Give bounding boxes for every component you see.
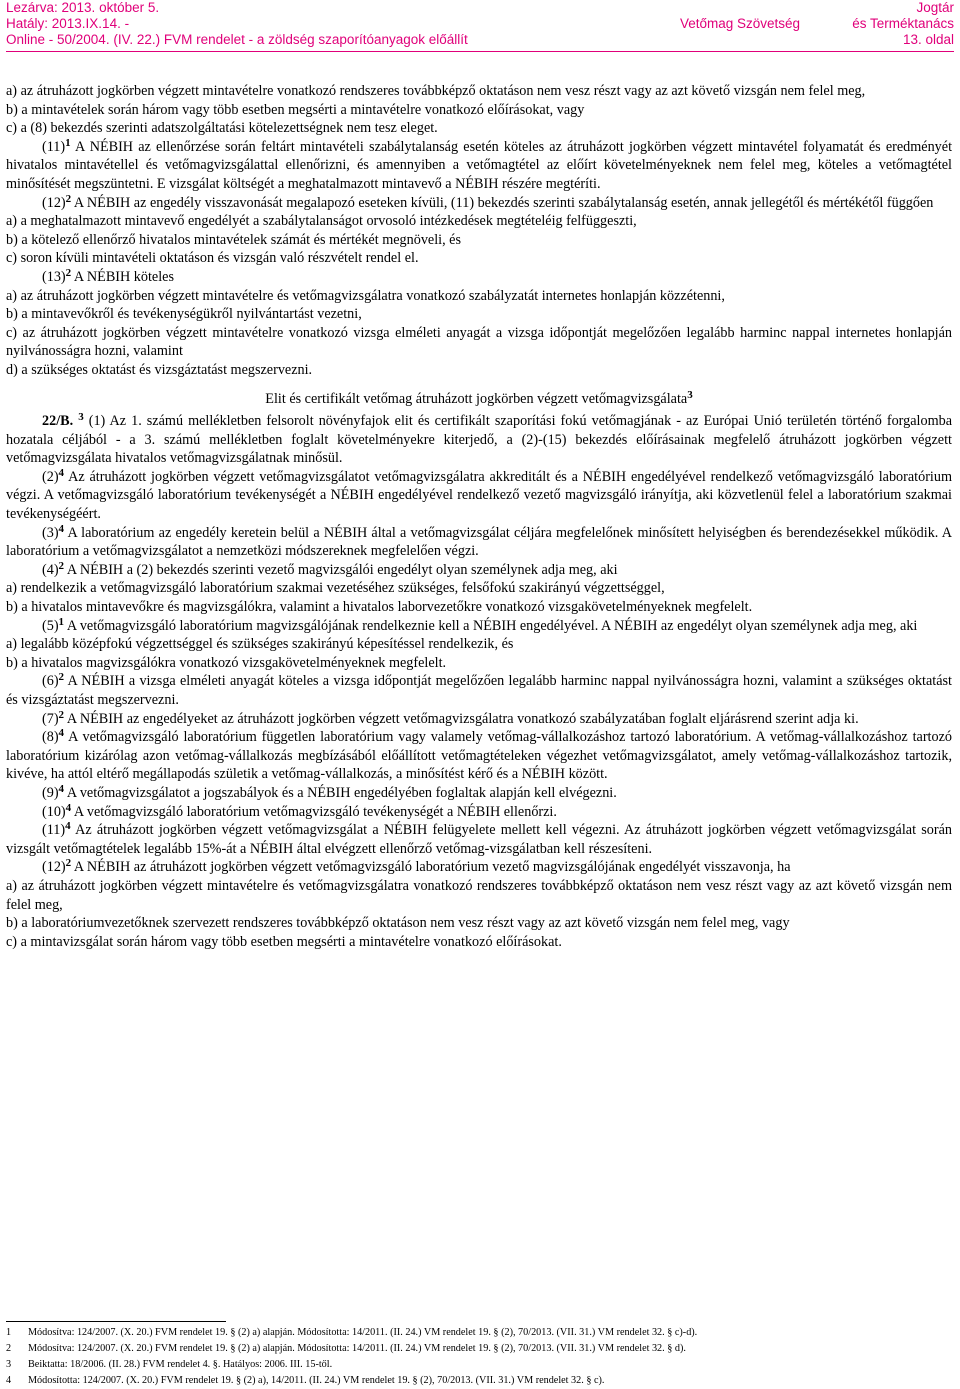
closing-date: Lezárva: 2013. október 5. — [6, 0, 160, 15]
footnote-ref: 2 — [65, 192, 72, 205]
section-title: Elit és certifikált vetőmag átruházott jogkörben végzett vetőmagvizsgálata$^3$ — [265, 388, 693, 407]
footnote: 1 Módosítva: 124/2007. (X. 20.) FVM rendelet 19. § (2) a) alapján. Módosította: 14/2011. (II. 24.) VM rendelet 19. § (2), 70/2013. (VII. 31.) VM rendelet 32. § c)-d). — [6, 1327, 698, 1338]
page-number: 13. oldal — [902, 32, 954, 47]
footnote-ref: 2 — [65, 266, 72, 279]
paragraph: a) legalább középfokú végzettséggel és szükséges szakirányú képesítéssel rendelkezik, és — [6, 636, 514, 653]
paragraph: a) rendelkezik a vetőmagvizsgáló laboratórium szakmai vezetéséhez szükséges, felsőfokú szakirányú végzettséggel, — [6, 580, 665, 597]
paragraph: b) a kötelező ellenőrző hivatalos mintavételek számát és mértékét megnöveli, és — [6, 231, 462, 248]
section-22b-para-8: $(8)^4$ A vetőmagvizsgáló laboratórium független laboratórium vagy valamely vetőmag-vállalkozáshoz tartozó laboratórium. A vetőmag-vállalkozáshoz tartozó laboratórium kizárólag azon vetőmag-vállalkozás megbízásából előállított vetőmagtételeken végezhet vetőmagvizsgálatot, amely vetőmag-vállalkozáshoz tartozik, kivéve, ha attól eltérő megállapodás születik a vetőmag-vállalkozás, a minősítést kérő és a NÉBIH között. — [6, 727, 952, 783]
paragraph: a) az átruházott jogkörben végzett mintavételre vonatkozó rendszeres továbbképző oktatáson nem vesz részt vagy az azt követő vizsgán nem felel meg, — [6, 83, 866, 99]
termektanacs-label: és Terméktanács — [852, 16, 954, 31]
paragraph: c) az átruházott jogkörben végzett mintavételre vonatkozó vizsga elméleti anyagát a vizsga időpontját megelőzően legalább harminc nappal internetes honlapján nyilvánosságra hozni, valamint — [6, 324, 952, 360]
paragraph: a) a meghatalmazott mintavevő engedélyét a szabálytalanságot orvosoló intézkedések megtételéig felfüggeszti, — [6, 213, 637, 230]
paragraph: a) az átruházott jogkörben végzett mintavételre és vetőmagvizsgálatra vonatkozó szabályzatát internetes honlapján közzétenni, — [6, 287, 725, 304]
section-22b-para-9: $(9)^4$ A vetőmagvizsgálatot a jogszabályok és a NÉBIH engedélyében foglaltak alapján kell elvégezni. — [42, 782, 617, 801]
paragraph: c) a (8) bekezdés szerinti adatszolgáltatási kötelezettségnek nem tesz eleget. — [6, 120, 438, 137]
footnote: 4 Módosította: 124/2007. (X. 20.) FVM rendelet 19. § (2) a), 14/2011. (II. 24.) VM rendelet 19. § (2), 70/2013. (VII. 31.) VM rendelet 32. § c). — [6, 1375, 605, 1386]
document-body — [6, 82, 952, 951]
section-22b-para-3: $(3)^4$ A laboratórium az engedély keretein belül a NÉBIH által a vetőmagvizsgálat céljára megfelelőnek minősített helyiségben és berendezésekkel működik. A laboratórium a vetőmagvizsgálatot a nemzetközi módszereknek megfelelően végzi. — [6, 522, 953, 560]
paragraph: b) a mintavételek során három vagy több esetben megsérti a mintavételre vonatkozó előírásokat, vagy — [6, 101, 585, 118]
header-center — [6, 16, 954, 32]
paragraph-11: $(11)^1$ A NÉBIH az ellenőrzése során feltárt mintavételi szabálytalanság esetén köteles az átruházott jogkörben végzett mintavétel folyamatát és eredményét hivatalos mintavétellel és vetőmagvizsgálattal ellenőrizni, és amennyiben a vetőmagtétel az előírt követelményeknek nem felel meg, köteles a vetőmagtétel minősítését megszüntetni. E vizsgálat költségét a meghatalmazott mintavevő a NÉBIH részére megtéríti. — [6, 136, 953, 192]
section-22b-para-6: $(6)^2$ A NÉBIH a vizsga elméleti anyagát köteles a vizsga időpontját megelőzően legalább harminc nappal nyilvánosságra hozni, valamint a szükséges oktatást és vizsgáztatást megszervezni. — [6, 671, 953, 708]
section-22b-para-4: $(4)^2$ A NÉBIH a (2) bekezdés szerinti vezető magvizsgálói engedélyt olyan személynek adja meg, aki — [42, 559, 618, 578]
paragraph: b) a mintavevőkről és tevékenységükről nyilvántartást vezetni, — [6, 306, 362, 323]
section-22b-para-5: $(5)^1$ A vetőmagvizsgáló laboratórium magvizsgálójának rendelkeznie kell a NÉBIH engedélyével. A NÉBIH az engedélyt olyan személynek adja meg, aki — [42, 615, 918, 634]
paragraph: b) a laboratóriumvezetőknek szervezett rendszeres továbbképző oktatáson nem vesz részt vagy az azt követő vizsgán nem felel meg, vagy — [6, 915, 790, 932]
footnote-ref: 3 — [78, 411, 84, 424]
paragraph: b) a hivatalos magvizsgálókra vonatkozó vizsgakövetelményeknek megfelelt. — [6, 654, 447, 671]
page-header — [6, 0, 954, 52]
paragraph-13: $(13)^2$ A NÉBIH köteles — [42, 266, 174, 285]
paragraph: b) a hivatalos mintavevőkre és magvizsgálókra, valamint a hivatalos laborvezetőkre vonatkozó vizsgakövetelményeknek megfelelt. — [6, 599, 753, 616]
paragraph-12: $(12)^2$ A NÉBIH az engedély visszavonását megalapozó eseteken kívüli, (11) bekezdés szerinti szabálytalanság esetén, annak jellegétől és mértékétől függően — [42, 192, 934, 211]
paragraph: d) a szükséges oktatást és vizsgáztatást megszervezni. — [6, 361, 313, 378]
effective-date: Hatály: 2013.IX.14. - — [6, 16, 130, 31]
section-22b-para-12: $(12)^2$ A NÉBIH az átruházott jogkörben végzett vetőmagvizsgáló laboratórium vezető magvizsgálójának engedélyét visszavonja, ha — [42, 857, 791, 876]
paragraph: a) az átruházott jogkörben végzett mintavételre és vetőmagvizsgálatra vonatkozó rendszeres továbbképző oktatáson nem vesz részt vagy az azt követő vizsgán nem felel meg, — [6, 877, 952, 913]
footnote-ref: 1 — [65, 136, 71, 149]
publisher-name: Vetőmag Szövetség — [679, 16, 801, 31]
section-22b-para-10: $(10)^4$ A vetőmagvizsgáló laboratórium vetőmagvizsgáló tevékenységét a NÉBIH ellenőrzi. — [42, 801, 557, 820]
section-22b-para-7: $(7)^2$ A NÉBIH az engedélyeket az átruházott jogkörben végzett vetőmagvizsgálatra vonatkozó szabályzatában foglalt eljárásrend szerint adja ki. — [42, 708, 859, 727]
section-22b-para-2: $(2)^4$ Az átruházott jogkörben végzett vetőmagvizsgálatot vetőmagvizsgálatra akkreditált és a NÉBIH engedélyével rendelkező vetőmagvizsgáló laboratórium végzi. A vetőmagvizsgáló laboratórium tevékenységét a NÉBIH engedélyével rendelkező vezető magvizsgáló irányítja, aki közvetlenül felel a laboratórium szakmai tevékenységéért. — [6, 466, 952, 523]
footnote: 3 Beiktatta: 18/2006. (II. 28.) FVM rendelet 4. §. Hatályos: 2006. III. 15-től. — [6, 1359, 333, 1370]
header-right — [852, 0, 954, 48]
document-reference: Online - 50/2004. (IV. 22.) FVM rendelet - a zöldség szaporítóanyagok előállít — [6, 32, 468, 47]
jogtar-label: Jogtár — [916, 0, 954, 15]
paragraph: c) a mintavizsgálat során három vagy több esetben megsérti a mintavételre vonatkozó előírásokat. — [6, 933, 562, 950]
section-22b-para-1: 22/B. $^3$ (1) Az 1. számú mellékletben felsorolt növényfajok elit és certifikált szaporítási fokú vetőmagjának - az Európai Unió területén történő forgalomba hozatala céljából - a 3. számú mellékletben foglalt követelményekre kiterjedő, a (2)-(15) bekezdés előírásainak megfelelő átruházott jogkörben végzett vetőmagvizsgálata hivatalos vetőmagvizsgálatnak minősül. — [6, 411, 953, 467]
footnote: 2 Módosítva: 124/2007. (X. 20.) FVM rendelet 19. § (2) a) alapján. Módosította: 14/2011. (II. 24.) VM rendelet 19. § (2), 70/2013. (VII. 31.) VM rendelet 32. § d). — [6, 1343, 686, 1354]
footnotes — [6, 1321, 952, 1389]
header-divider — [6, 51, 954, 52]
section-number: 22/B. — [42, 413, 74, 430]
paragraph: c) soron kívüli mintavételi oktatáson és vizsgán való részvételt rendel el. — [6, 250, 419, 267]
footnote-ref: 3 — [687, 388, 693, 401]
section-22b-para-11: $(11)^4$ Az átruházott jogkörben végzett vetőmagvizsgálat a NÉBIH felügyelete mellett kell végezni. Az átruházott jogkörben végzett vetőmagvizsgálat során vizsgált vetőmagtételek legalább 15%-át a NÉBIH által elvégzett ellenőrző vetőmag-vizsgálatban kell részesíteni. — [6, 820, 952, 857]
footnote-divider — [6, 1321, 226, 1322]
